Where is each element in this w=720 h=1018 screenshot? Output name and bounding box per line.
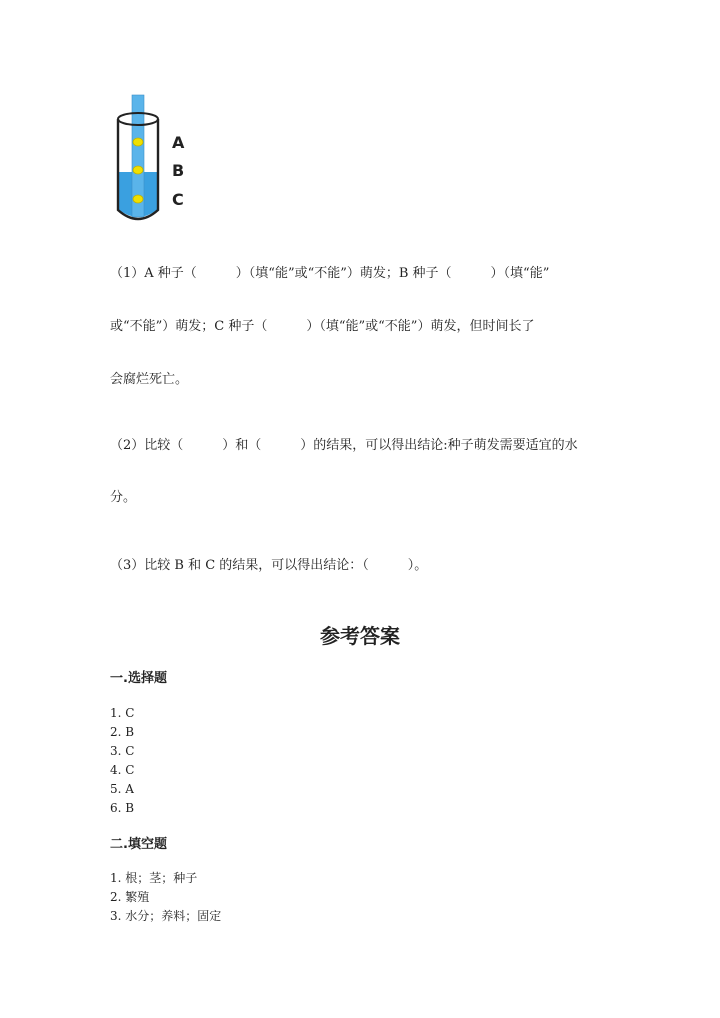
list-item: 3. 水分；养料；固定	[110, 909, 222, 923]
question-1-line-1: （1）A 种子（ ）（填“能”或“不能”）萌发；B 种子（ ）（填“能”	[110, 266, 550, 281]
list-item: 5. A	[110, 782, 134, 796]
seed-a	[133, 138, 143, 146]
list-item: 1. 根；茎；种子	[110, 871, 198, 885]
answers-title: 参考答案	[320, 624, 400, 648]
test-tube-diagram	[110, 92, 200, 227]
seed-c	[133, 195, 143, 203]
fill-answers-list	[110, 869, 221, 926]
question-3-line-1: （3）比较 B 和 C 的结果，可以得出结论：（ ）。	[110, 558, 428, 573]
list-item: 2. 繁殖	[110, 890, 150, 904]
label-a: A	[172, 133, 185, 152]
section-choice-heading: 一.选择题	[110, 671, 167, 686]
list-item: 4. C	[110, 763, 135, 777]
label-c: C	[172, 190, 184, 209]
list-item: 3. C	[110, 744, 135, 758]
seed-b	[133, 166, 143, 174]
list-item: 2. B	[110, 725, 135, 739]
question-2-line-2: 分。	[110, 490, 137, 505]
question-1-line-2: 或“不能”）萌发；C 种子（ ）（填“能”或“不能”）萌发，但时间长了	[110, 319, 535, 334]
section-fill-heading: 二.填空题	[110, 837, 167, 852]
list-item: 1. C	[110, 706, 135, 720]
choice-answers-list	[110, 704, 134, 818]
question-2-line-1: （2）比较（ ）和（ ）的结果，可以得出结论:种子萌发需要适宜的水	[110, 438, 578, 453]
list-item: 6. B	[110, 801, 135, 815]
seed-experiment-figure	[110, 92, 200, 227]
label-b: B	[172, 161, 185, 180]
question-1-line-3: 会腐烂死亡。	[110, 372, 189, 387]
